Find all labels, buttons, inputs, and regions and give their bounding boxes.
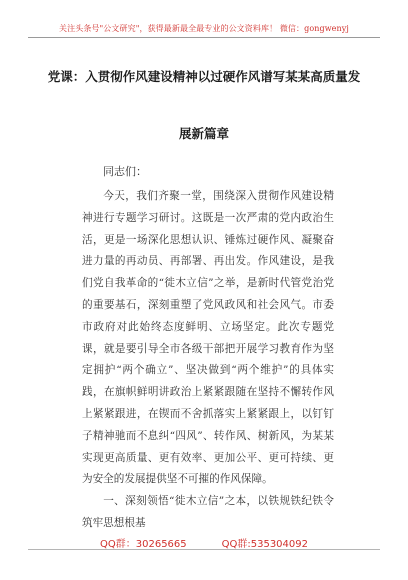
section-heading-1: 一、深刻领悟“徙木立信”之本，以铁规铁纪铁令筑牢思想根基 <box>82 495 334 529</box>
page-header <box>28 23 380 38</box>
document-title-line-1: 党课：入贯彻作风建设精神以过硬作风谱写某某高质量发 <box>47 69 361 84</box>
footer-qq-group-1: QQ群：30265665 <box>100 539 187 550</box>
footer-divider <box>28 549 380 550</box>
document-title-line-2: 展新篇章 <box>178 126 229 141</box>
document-body <box>82 186 334 535</box>
salutation: 同志们： <box>103 165 147 178</box>
page-footer <box>100 535 308 550</box>
header-promo-text: 关注头条号"公文研究"，获得最新最全最专业的公文资料库！ 微信：gongwenyj <box>59 24 349 33</box>
footer-qq-group-2: QQ群:535304092 <box>221 539 308 550</box>
body-paragraph-intro: 今天，我们齐聚一堂，围绕深入贯彻作风建设精神进行专题学习研讨。这既是一次严肃的党内政治生活，更是一场深化思想认识、锤炼过硬作风、凝聚奋进力量的再动员、再部署、再出发。作风建设，是我们党自我革命的“徙木立信”之举，是新时代管党治党的重要基石，深刻重塑了党风政风和社会风气。市委市政府对此始终态度鲜明、立场坚定。此次专题党课，就是要引导全市各级干部把开展学习教育作为坚定拥护“两个确立”、坚决做到“两个维护”的具体实践，在旗帜鲜明讲政治上紧紧跟随在坚持不懈转作风上紧紧跟进，在锲而不舍抓落实上紧紧跟上，以钉钉子精神驰而不息纠“四风”、转作风、树新风，为某某实现更高质量、更有效率、更加公平、更可持续、更为安全的发展提供坚不可摧的作风保障。 <box>82 190 334 486</box>
